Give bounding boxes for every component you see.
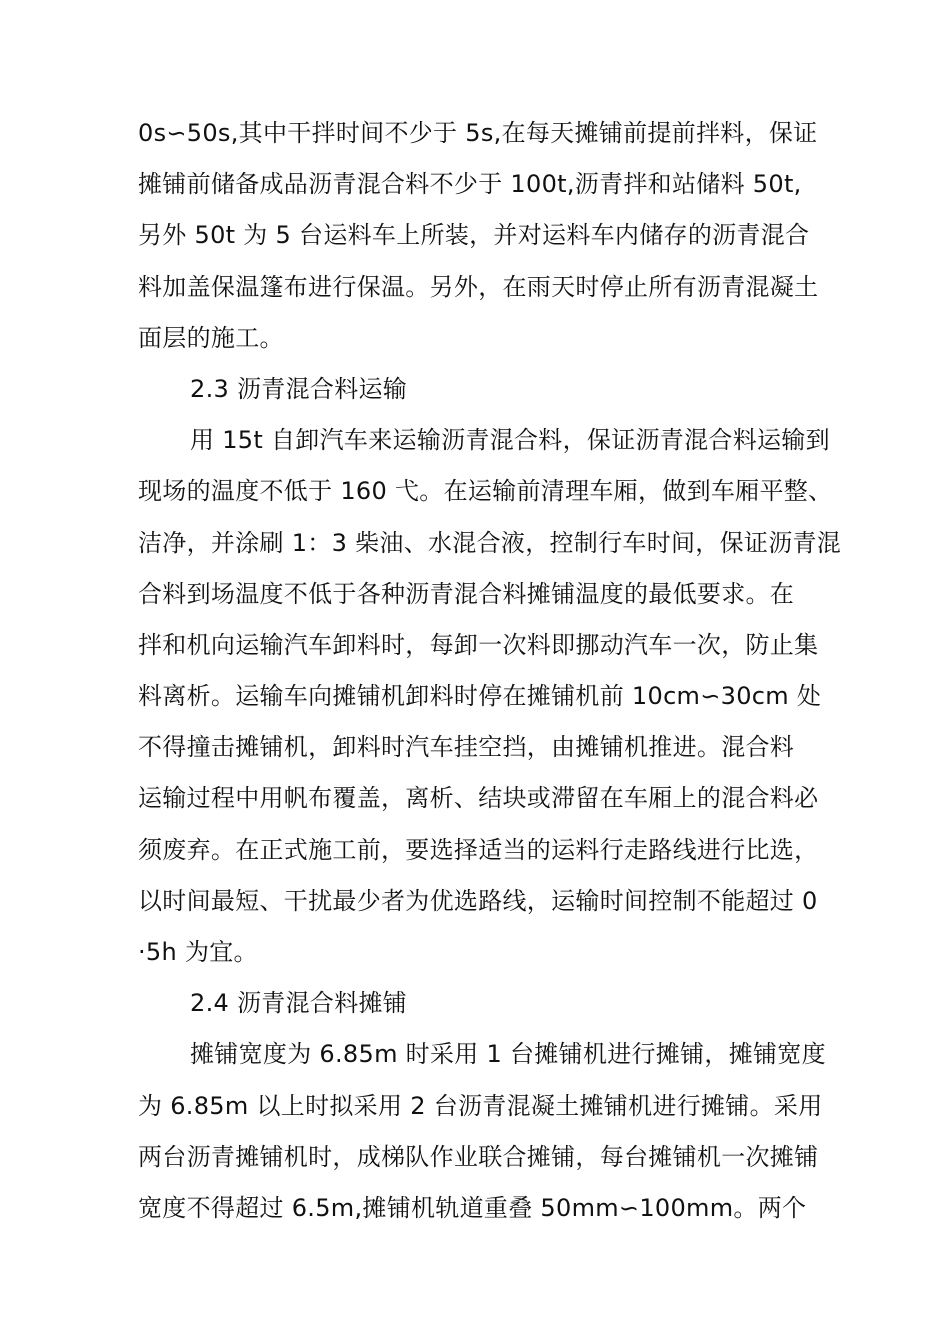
text-line: 为 6.85m 以上时拟采用 2 台沥青混凝土摊铺机进行摊铺。采用: [138, 1091, 823, 1120]
paragraph: [138, 108, 828, 364]
text-line: 摊铺宽度为 6.85m 时采用 1 台摊铺机进行摊铺，摊铺宽度: [190, 1040, 826, 1069]
text-line: 面层的施工。: [138, 323, 284, 352]
text-line: 料加盖保温篷布进行保温。另外，在雨天时停止所有沥青混凝土: [138, 272, 819, 301]
text-line: 不得撞击摊铺机，卸料时汽车挂空挡，由摊铺机推进。混合料: [138, 733, 795, 762]
text-line: 须废弃。在正式施工前，要选择适当的运料行走路线进行比选，: [138, 835, 819, 864]
text-line: 运输过程中用帆布覆盖，离析、结块或滞留在车厢上的混合料必: [138, 784, 819, 813]
document-body: [138, 108, 842, 1234]
paragraph: [138, 1029, 828, 1234]
text-line: 两台沥青摊铺机时，成梯队作业联合摊铺，每台摊铺机一次摊铺: [138, 1142, 819, 1171]
text-line: 合料到场温度不低于各种沥青混合料摊铺温度的最低要求。在: [138, 579, 795, 608]
text-line: 宽度不得超过 6.5m,摊铺机轨道重叠 50mm∽100mm。两个: [138, 1193, 807, 1222]
text-line: 现场的温度不低于 160 弋。在运输前清理车厢，做到车厢平整、: [138, 477, 833, 506]
text-line: ·5h 为宜。: [138, 938, 258, 966]
text-line: 以时间最短、干扰最少者为优选路线，运输时间控制不能超过 0: [138, 886, 818, 915]
text-line: 料离析。运输车向摊铺机卸料时停在摊铺机前 10cm∽30cm 处: [138, 682, 822, 711]
text-line: 用 15t 自卸汽车来运输沥青混合料，保证沥青混合料运输到: [190, 426, 830, 455]
paragraph: [138, 415, 842, 978]
text-line: 洁净，并涂刷 1：3 柴油、水混合液，控制行车时间，保证沥青混: [138, 528, 842, 557]
text-line: 0s∽50s,其中干拌时间不少于 5s,在每天摊铺前提前拌料，保证: [138, 119, 818, 147]
text-line: 拌和机向运输汽车卸料时，每卸一次料即挪动汽车一次，防止集: [138, 630, 819, 659]
text-line: 另外 50t 为 5 台运料车上所装，并对运料车内储存的沥青混合: [138, 221, 810, 250]
section-heading: 2.3 沥青混合料运输: [190, 374, 408, 403]
text-line: 摊铺前储备成品沥青混合料不少于 100t,沥青拌和站储料 50t,: [138, 170, 802, 199]
section-heading: 2.4 沥青混合料摊铺: [190, 989, 408, 1018]
